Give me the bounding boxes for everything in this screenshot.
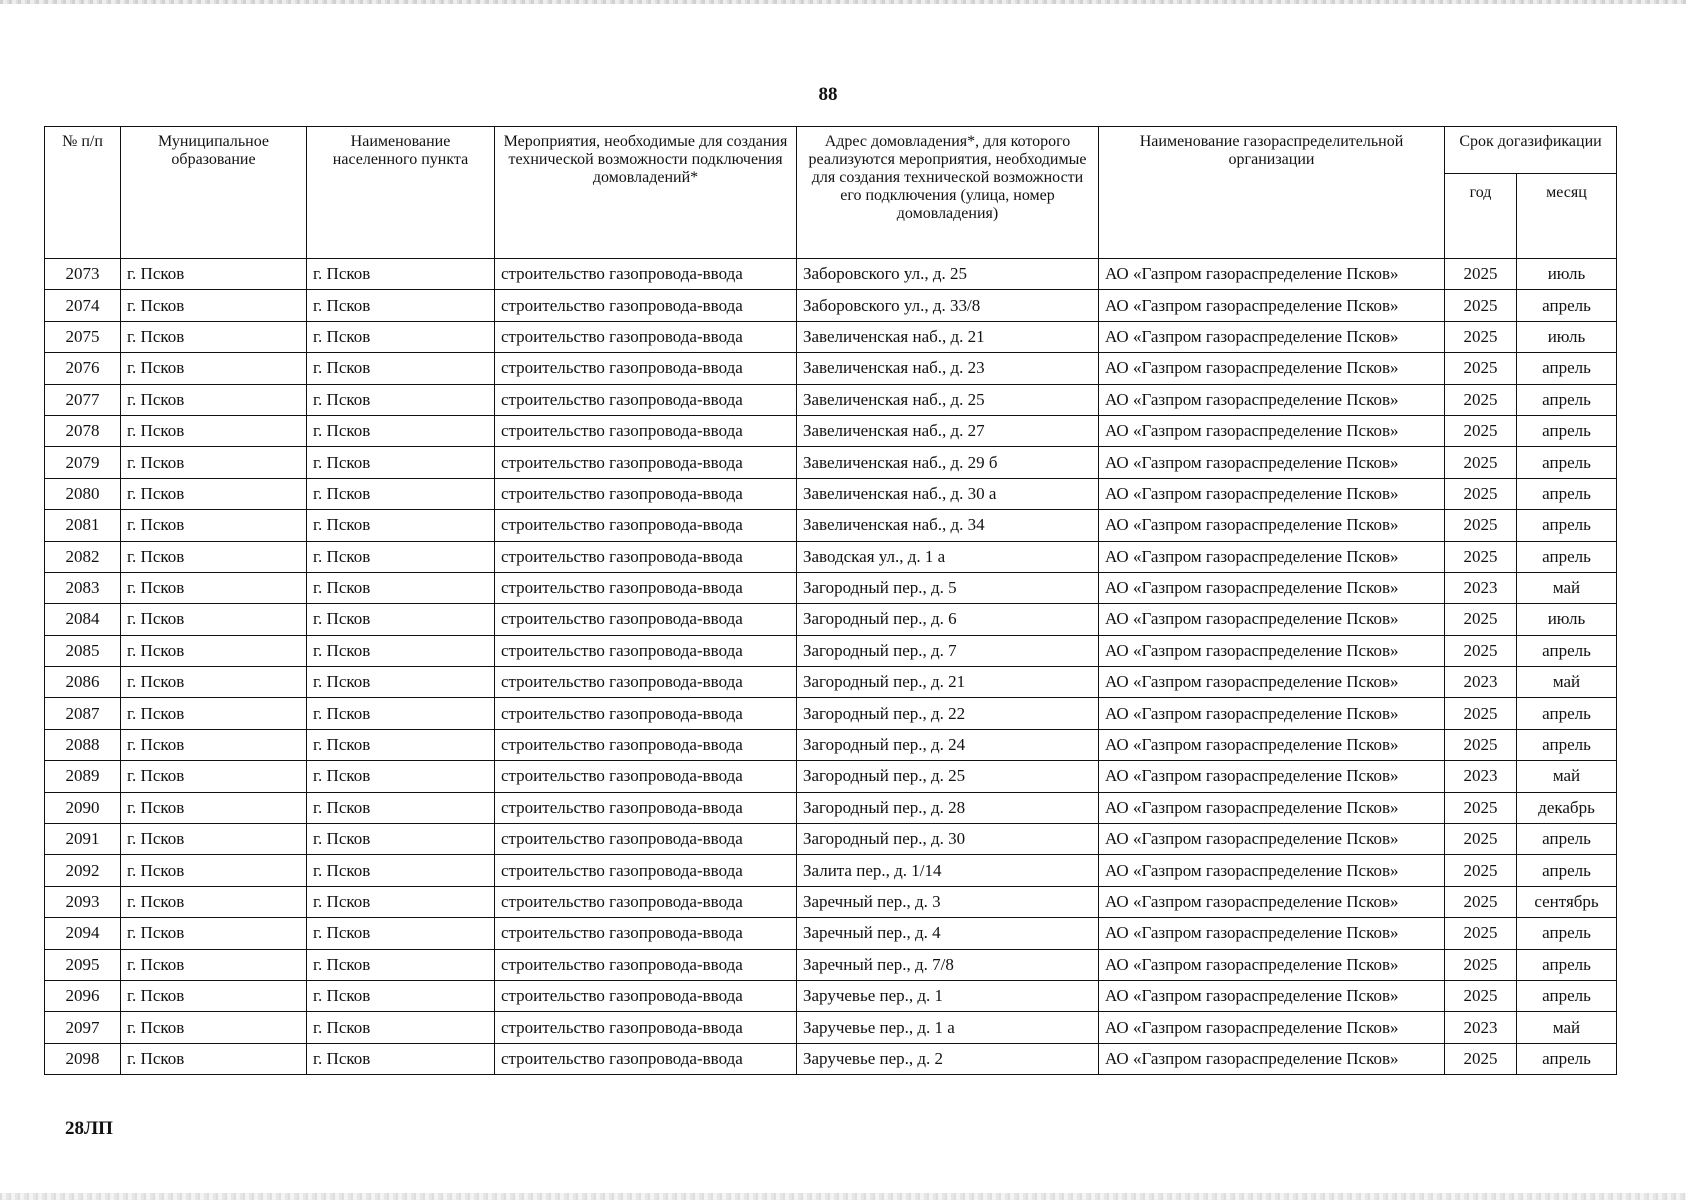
table-row — [45, 729, 1617, 760]
address-cell: Заручевье пер., д. 1 а — [797, 1012, 1099, 1043]
organization-cell: АО «Газпром газораспределение Псков» — [1099, 792, 1445, 823]
measures-cell: строительство газопровода-ввода — [495, 949, 797, 980]
table-row — [45, 792, 1617, 823]
header-deadline: Срок догазификации — [1445, 127, 1617, 174]
municipality-cell: г. Псков — [121, 415, 307, 446]
settlement-cell: г. Псков — [307, 604, 495, 635]
settlement-cell: г. Псков — [307, 918, 495, 949]
settlement-cell: г. Псков — [307, 415, 495, 446]
settlement-cell: г. Псков — [307, 1043, 495, 1074]
row-number: 2078 — [45, 415, 121, 446]
address-cell: Загородный пер., д. 28 — [797, 792, 1099, 823]
municipality-cell: г. Псков — [121, 510, 307, 541]
organization-cell: АО «Газпром газораспределение Псков» — [1099, 635, 1445, 666]
table-row — [45, 855, 1617, 886]
organization-cell: АО «Газпром газораспределение Псков» — [1099, 321, 1445, 352]
organization-cell: АО «Газпром газораспределение Псков» — [1099, 415, 1445, 446]
month-cell: май — [1517, 667, 1617, 698]
settlement-cell: г. Псков — [307, 855, 495, 886]
year-cell: 2025 — [1445, 541, 1517, 572]
row-number: 2077 — [45, 384, 121, 415]
month-cell: апрель — [1517, 478, 1617, 509]
address-cell: Заречный пер., д. 4 — [797, 918, 1099, 949]
year-cell: 2025 — [1445, 510, 1517, 541]
organization-cell: АО «Газпром газораспределение Псков» — [1099, 290, 1445, 321]
year-cell: 2025 — [1445, 918, 1517, 949]
measures-cell: строительство газопровода-ввода — [495, 635, 797, 666]
settlement-cell: г. Псков — [307, 729, 495, 760]
gasification-table — [44, 126, 1617, 1075]
organization-cell: АО «Газпром газораспределение Псков» — [1099, 478, 1445, 509]
year-cell: 2025 — [1445, 635, 1517, 666]
month-cell: декабрь — [1517, 792, 1617, 823]
municipality-cell: г. Псков — [121, 918, 307, 949]
month-cell: июль — [1517, 259, 1617, 290]
table-row — [45, 259, 1617, 290]
settlement-cell: г. Псков — [307, 290, 495, 321]
year-cell: 2025 — [1445, 855, 1517, 886]
row-number: 2090 — [45, 792, 121, 823]
month-cell: апрель — [1517, 353, 1617, 384]
row-number: 2089 — [45, 761, 121, 792]
month-cell: апрель — [1517, 698, 1617, 729]
measures-cell: строительство газопровода-ввода — [495, 918, 797, 949]
address-cell: Загородный пер., д. 25 — [797, 761, 1099, 792]
organization-cell: АО «Газпром газораспределение Псков» — [1099, 447, 1445, 478]
row-number: 2093 — [45, 886, 121, 917]
settlement-cell: г. Псков — [307, 949, 495, 980]
header-municipality: Муниципальное образование — [121, 127, 307, 259]
settlement-cell: г. Псков — [307, 321, 495, 352]
settlement-cell: г. Псков — [307, 510, 495, 541]
address-cell: Загородный пер., д. 5 — [797, 572, 1099, 603]
footer-code: 28ЛП — [65, 1118, 113, 1139]
measures-cell: строительство газопровода-ввода — [495, 572, 797, 603]
row-number: 2087 — [45, 698, 121, 729]
settlement-cell: г. Псков — [307, 541, 495, 572]
address-cell: Завеличенская наб., д. 27 — [797, 415, 1099, 446]
municipality-cell: г. Псков — [121, 353, 307, 384]
measures-cell: строительство газопровода-ввода — [495, 729, 797, 760]
year-cell: 2025 — [1445, 321, 1517, 352]
settlement-cell: г. Псков — [307, 478, 495, 509]
organization-cell: АО «Газпром газораспределение Псков» — [1099, 698, 1445, 729]
row-number: 2079 — [45, 447, 121, 478]
organization-cell: АО «Газпром газораспределение Псков» — [1099, 855, 1445, 886]
measures-cell: строительство газопровода-ввода — [495, 698, 797, 729]
year-cell: 2025 — [1445, 604, 1517, 635]
table-row — [45, 604, 1617, 635]
year-cell: 2025 — [1445, 447, 1517, 478]
organization-cell: АО «Газпром газораспределение Псков» — [1099, 1012, 1445, 1043]
table-row — [45, 886, 1617, 917]
year-cell: 2023 — [1445, 761, 1517, 792]
table-row — [45, 667, 1617, 698]
organization-cell: АО «Газпром газораспределение Псков» — [1099, 667, 1445, 698]
municipality-cell: г. Псков — [121, 604, 307, 635]
municipality-cell: г. Псков — [121, 447, 307, 478]
year-cell: 2025 — [1445, 259, 1517, 290]
address-cell: Заручевье пер., д. 2 — [797, 1043, 1099, 1074]
row-number: 2080 — [45, 478, 121, 509]
settlement-cell: г. Псков — [307, 886, 495, 917]
measures-cell: строительство газопровода-ввода — [495, 384, 797, 415]
organization-cell: АО «Газпром газораспределение Псков» — [1099, 510, 1445, 541]
address-cell: Завеличенская наб., д. 23 — [797, 353, 1099, 384]
table-row — [45, 980, 1617, 1011]
table-row — [45, 321, 1617, 352]
table-body — [45, 259, 1617, 1075]
address-cell: Загородный пер., д. 30 — [797, 824, 1099, 855]
month-cell: апрель — [1517, 1043, 1617, 1074]
year-cell: 2025 — [1445, 792, 1517, 823]
table-row — [45, 918, 1617, 949]
municipality-cell: г. Псков — [121, 980, 307, 1011]
address-cell: Завеличенская наб., д. 21 — [797, 321, 1099, 352]
row-number: 2083 — [45, 572, 121, 603]
measures-cell: строительство газопровода-ввода — [495, 321, 797, 352]
address-cell: Завеличенская наб., д. 25 — [797, 384, 1099, 415]
table-header — [45, 127, 1617, 259]
scan-edge-bottom — [0, 1193, 1686, 1200]
month-cell: апрель — [1517, 980, 1617, 1011]
measures-cell: строительство газопровода-ввода — [495, 667, 797, 698]
year-cell: 2025 — [1445, 1043, 1517, 1074]
address-cell: Залита пер., д. 1/14 — [797, 855, 1099, 886]
year-cell: 2025 — [1445, 384, 1517, 415]
municipality-cell: г. Псков — [121, 290, 307, 321]
header-year: год — [1445, 174, 1517, 259]
measures-cell: строительство газопровода-ввода — [495, 1012, 797, 1043]
organization-cell: АО «Газпром газораспределение Псков» — [1099, 1043, 1445, 1074]
municipality-cell: г. Псков — [121, 729, 307, 760]
table-row — [45, 478, 1617, 509]
month-cell: апрель — [1517, 729, 1617, 760]
settlement-cell: г. Псков — [307, 667, 495, 698]
year-cell: 2025 — [1445, 980, 1517, 1011]
measures-cell: строительство газопровода-ввода — [495, 541, 797, 572]
month-cell: апрель — [1517, 541, 1617, 572]
municipality-cell: г. Псков — [121, 1043, 307, 1074]
address-cell: Загородный пер., д. 24 — [797, 729, 1099, 760]
address-cell: Загородный пер., д. 21 — [797, 667, 1099, 698]
organization-cell: АО «Газпром газораспределение Псков» — [1099, 384, 1445, 415]
month-cell: апрель — [1517, 635, 1617, 666]
municipality-cell: г. Псков — [121, 384, 307, 415]
municipality-cell: г. Псков — [121, 855, 307, 886]
settlement-cell: г. Псков — [307, 635, 495, 666]
row-number: 2097 — [45, 1012, 121, 1043]
address-cell: Загородный пер., д. 22 — [797, 698, 1099, 729]
year-cell: 2023 — [1445, 1012, 1517, 1043]
year-cell: 2025 — [1445, 353, 1517, 384]
year-cell: 2025 — [1445, 478, 1517, 509]
settlement-cell: г. Псков — [307, 1012, 495, 1043]
table-row — [45, 541, 1617, 572]
row-number: 2095 — [45, 949, 121, 980]
year-cell: 2025 — [1445, 729, 1517, 760]
month-cell: июль — [1517, 321, 1617, 352]
month-cell: апрель — [1517, 447, 1617, 478]
year-cell: 2023 — [1445, 572, 1517, 603]
header-settlement: Наименование населенного пункта — [307, 127, 495, 259]
table-row — [45, 572, 1617, 603]
settlement-cell: г. Псков — [307, 447, 495, 478]
row-number: 2086 — [45, 667, 121, 698]
month-cell: апрель — [1517, 855, 1617, 886]
address-cell: Заборовского ул., д. 33/8 — [797, 290, 1099, 321]
row-number: 2084 — [45, 604, 121, 635]
row-number: 2094 — [45, 918, 121, 949]
address-cell: Завеличенская наб., д. 34 — [797, 510, 1099, 541]
row-number: 2088 — [45, 729, 121, 760]
month-cell: апрель — [1517, 918, 1617, 949]
row-number: 2092 — [45, 855, 121, 886]
measures-cell: строительство газопровода-ввода — [495, 604, 797, 635]
table-row — [45, 635, 1617, 666]
organization-cell: АО «Газпром газораспределение Псков» — [1099, 824, 1445, 855]
year-cell: 2025 — [1445, 698, 1517, 729]
year-cell: 2025 — [1445, 290, 1517, 321]
row-number: 2074 — [45, 290, 121, 321]
table-row — [45, 290, 1617, 321]
measures-cell: строительство газопровода-ввода — [495, 980, 797, 1011]
municipality-cell: г. Псков — [121, 949, 307, 980]
month-cell: апрель — [1517, 949, 1617, 980]
month-cell: май — [1517, 761, 1617, 792]
measures-cell: строительство газопровода-ввода — [495, 824, 797, 855]
month-cell: май — [1517, 572, 1617, 603]
measures-cell: строительство газопровода-ввода — [495, 478, 797, 509]
organization-cell: АО «Газпром газораспределение Псков» — [1099, 572, 1445, 603]
organization-cell: АО «Газпром газораспределение Псков» — [1099, 541, 1445, 572]
measures-cell: строительство газопровода-ввода — [495, 855, 797, 886]
settlement-cell: г. Псков — [307, 824, 495, 855]
table-row — [45, 761, 1617, 792]
month-cell: апрель — [1517, 290, 1617, 321]
measures-cell: строительство газопровода-ввода — [495, 353, 797, 384]
table-row — [45, 698, 1617, 729]
measures-cell: строительство газопровода-ввода — [495, 1043, 797, 1074]
settlement-cell: г. Псков — [307, 259, 495, 290]
year-cell: 2025 — [1445, 415, 1517, 446]
row-number: 2075 — [45, 321, 121, 352]
month-cell: апрель — [1517, 415, 1617, 446]
header-num: № п/п — [45, 127, 121, 259]
month-cell: май — [1517, 1012, 1617, 1043]
municipality-cell: г. Псков — [121, 635, 307, 666]
year-cell: 2025 — [1445, 886, 1517, 917]
row-number: 2096 — [45, 980, 121, 1011]
measures-cell: строительство газопровода-ввода — [495, 290, 797, 321]
month-cell: апрель — [1517, 510, 1617, 541]
table-row — [45, 949, 1617, 980]
municipality-cell: г. Псков — [121, 698, 307, 729]
organization-cell: АО «Газпром газораспределение Псков» — [1099, 761, 1445, 792]
municipality-cell: г. Псков — [121, 478, 307, 509]
municipality-cell: г. Псков — [121, 541, 307, 572]
month-cell: апрель — [1517, 384, 1617, 415]
address-cell: Заречный пер., д. 7/8 — [797, 949, 1099, 980]
address-cell: Заборовского ул., д. 25 — [797, 259, 1099, 290]
table-row — [45, 353, 1617, 384]
organization-cell: АО «Газпром газораспределение Псков» — [1099, 949, 1445, 980]
settlement-cell: г. Псков — [307, 698, 495, 729]
row-number: 2098 — [45, 1043, 121, 1074]
municipality-cell: г. Псков — [121, 321, 307, 352]
municipality-cell: г. Псков — [121, 1012, 307, 1043]
header-measures: Мероприятия, необходимые для создания технической возможности подключения домовладений* — [495, 127, 797, 259]
year-cell: 2025 — [1445, 949, 1517, 980]
table-row — [45, 415, 1617, 446]
page-number: 88 — [818, 84, 838, 105]
row-number: 2082 — [45, 541, 121, 572]
address-cell: Загородный пер., д. 6 — [797, 604, 1099, 635]
measures-cell: строительство газопровода-ввода — [495, 447, 797, 478]
municipality-cell: г. Псков — [121, 792, 307, 823]
measures-cell: строительство газопровода-ввода — [495, 761, 797, 792]
table-row — [45, 1012, 1617, 1043]
settlement-cell: г. Псков — [307, 572, 495, 603]
settlement-cell: г. Псков — [307, 761, 495, 792]
measures-cell: строительство газопровода-ввода — [495, 510, 797, 541]
organization-cell: АО «Газпром газораспределение Псков» — [1099, 353, 1445, 384]
settlement-cell: г. Псков — [307, 980, 495, 1011]
measures-cell: строительство газопровода-ввода — [495, 792, 797, 823]
municipality-cell: г. Псков — [121, 572, 307, 603]
scan-edge-top — [0, 0, 1686, 4]
row-number: 2073 — [45, 259, 121, 290]
organization-cell: АО «Газпром газораспределение Псков» — [1099, 886, 1445, 917]
address-cell: Заручевье пер., д. 1 — [797, 980, 1099, 1011]
table-row — [45, 824, 1617, 855]
municipality-cell: г. Псков — [121, 259, 307, 290]
row-number: 2085 — [45, 635, 121, 666]
header-address: Адрес домовладения*, для которого реализуются мероприятия, необходимые для создания технической возможности его подключения (улица, номер домовладения) — [797, 127, 1099, 259]
year-cell: 2025 — [1445, 824, 1517, 855]
address-cell: Заводская ул., д. 1 а — [797, 541, 1099, 572]
row-number: 2091 — [45, 824, 121, 855]
table-row — [45, 1043, 1617, 1074]
organization-cell: АО «Газпром газораспределение Псков» — [1099, 729, 1445, 760]
month-cell: апрель — [1517, 824, 1617, 855]
settlement-cell: г. Псков — [307, 353, 495, 384]
table-row — [45, 510, 1617, 541]
settlement-cell: г. Псков — [307, 384, 495, 415]
municipality-cell: г. Псков — [121, 886, 307, 917]
organization-cell: АО «Газпром газораспределение Псков» — [1099, 980, 1445, 1011]
month-cell: сентябрь — [1517, 886, 1617, 917]
measures-cell: строительство газопровода-ввода — [495, 259, 797, 290]
table-row — [45, 384, 1617, 415]
address-cell: Завеличенская наб., д. 30 а — [797, 478, 1099, 509]
header-organization: Наименование газораспределительной организации — [1099, 127, 1445, 259]
municipality-cell: г. Псков — [121, 824, 307, 855]
year-cell: 2023 — [1445, 667, 1517, 698]
measures-cell: строительство газопровода-ввода — [495, 415, 797, 446]
row-number: 2076 — [45, 353, 121, 384]
municipality-cell: г. Псков — [121, 667, 307, 698]
measures-cell: строительство газопровода-ввода — [495, 886, 797, 917]
settlement-cell: г. Псков — [307, 792, 495, 823]
address-cell: Завеличенская наб., д. 29 б — [797, 447, 1099, 478]
address-cell: Загородный пер., д. 7 — [797, 635, 1099, 666]
header-month: месяц — [1517, 174, 1617, 259]
municipality-cell: г. Псков — [121, 761, 307, 792]
organization-cell: АО «Газпром газораспределение Псков» — [1099, 259, 1445, 290]
month-cell: июль — [1517, 604, 1617, 635]
organization-cell: АО «Газпром газораспределение Псков» — [1099, 918, 1445, 949]
table-row — [45, 447, 1617, 478]
row-number: 2081 — [45, 510, 121, 541]
address-cell: Заречный пер., д. 3 — [797, 886, 1099, 917]
organization-cell: АО «Газпром газораспределение Псков» — [1099, 604, 1445, 635]
